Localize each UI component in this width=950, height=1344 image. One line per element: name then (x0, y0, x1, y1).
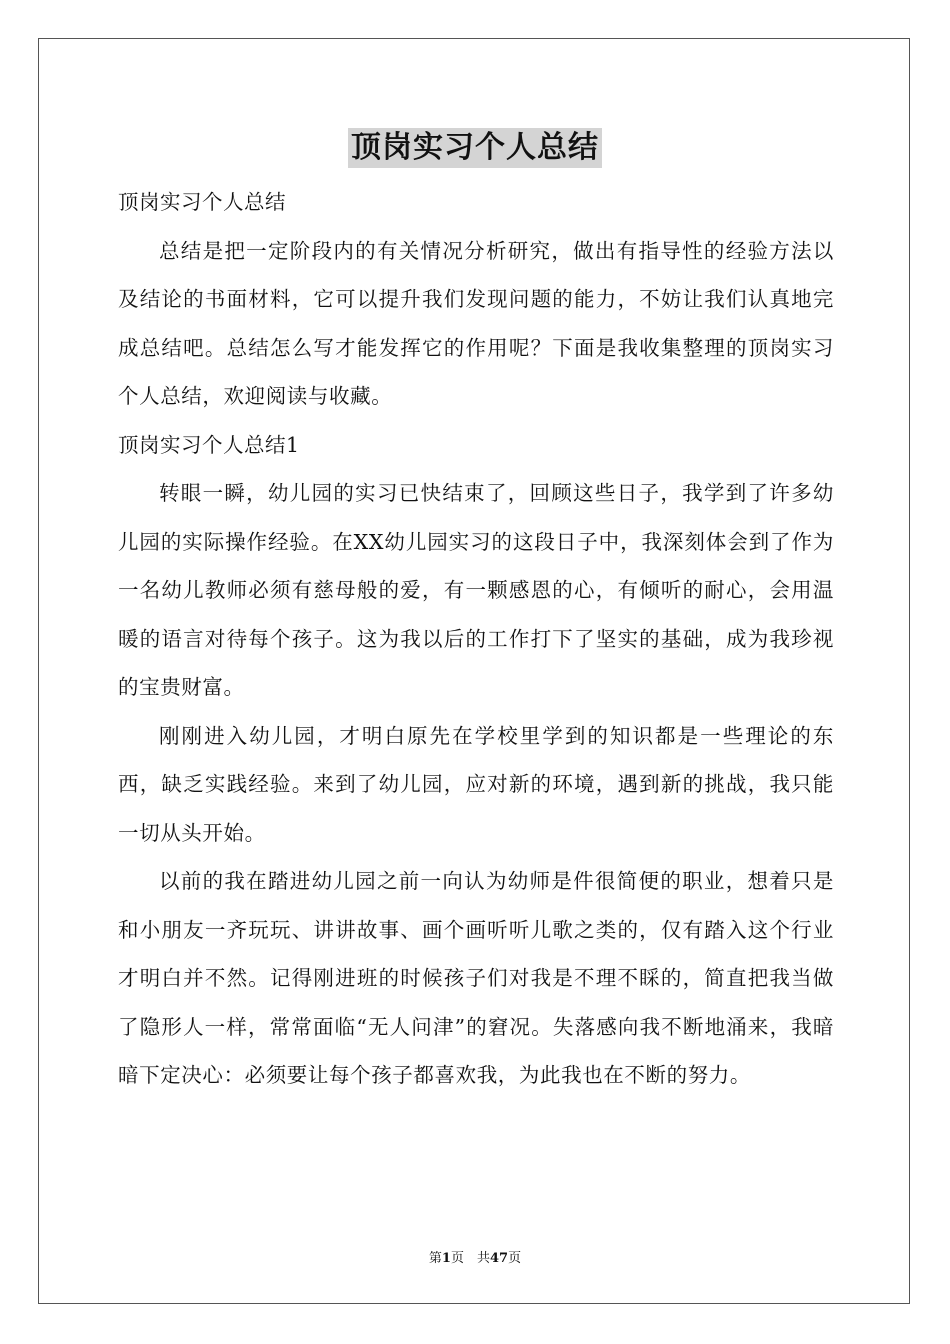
page-footer (0, 1247, 950, 1266)
footer-mid: 页 共 (450, 1251, 490, 1266)
title-container (0, 128, 950, 168)
footer-suffix: 页 (508, 1251, 522, 1266)
body-paragraph: 刚刚进入幼儿园，才明白原先在学校里学到的知识都是一些理论的东西，缺乏实践经验。来到了幼儿园，应对新的环境，遇到新的挑战，我只能一切从头开始。 (118, 723, 834, 845)
current-page-number: 1 (441, 1251, 451, 1266)
body-paragraph: 转眼一瞬，幼儿园的实习已快结束了，回顾这些日子，我学到了许多幼儿园的实际操作经验。在XX幼儿园实习的这段日子中，我深刻体会到了作为一名幼儿教师必须有慈母般的爱，有一颗感恩的心，有倾听的耐心，会用温暖的语言对待每个孩子。这为我以后的工作打下了坚实的基础，成为我珍视的宝贵财富。 (118, 481, 834, 699)
body-paragraph: 以前的我在踏进幼儿园之前一向认为幼师是件很简便的职业，想着只是和小朋友一齐玩玩、讲讲故事、画个画听听儿歌之类的，仅有踏入这个行业才明白并不然。记得刚进班的时候孩子们对我是不理不睬的，简直把我当做了隐形人一样，常常面临“无人问津”的窘况。失落感向我不断地涌来，我暗暗下定决心：必须要让每个孩子都喜欢我，为此我也在不断的努力。 (118, 869, 834, 1087)
section-heading: 顶岗实习个人总结 (118, 190, 286, 214)
footer-prefix: 第 (428, 1251, 442, 1266)
section-heading: 顶岗实习个人总结1 (118, 432, 300, 457)
document-title: 顶岗实习个人总结 (348, 128, 602, 168)
document-body (118, 178, 834, 1100)
total-page-number: 47 (489, 1251, 509, 1266)
body-paragraph: 总结是把一定阶段内的有关情况分析研究，做出有指导性的经验方法以及结论的书面材料，它可以提升我们发现问题的能力，不妨让我们认真地完成总结吧。总结怎么写才能发挥它的作用呢？下面是我收集整理的顶岗实习个人总结，欢迎阅读与收藏。 (118, 238, 834, 408)
